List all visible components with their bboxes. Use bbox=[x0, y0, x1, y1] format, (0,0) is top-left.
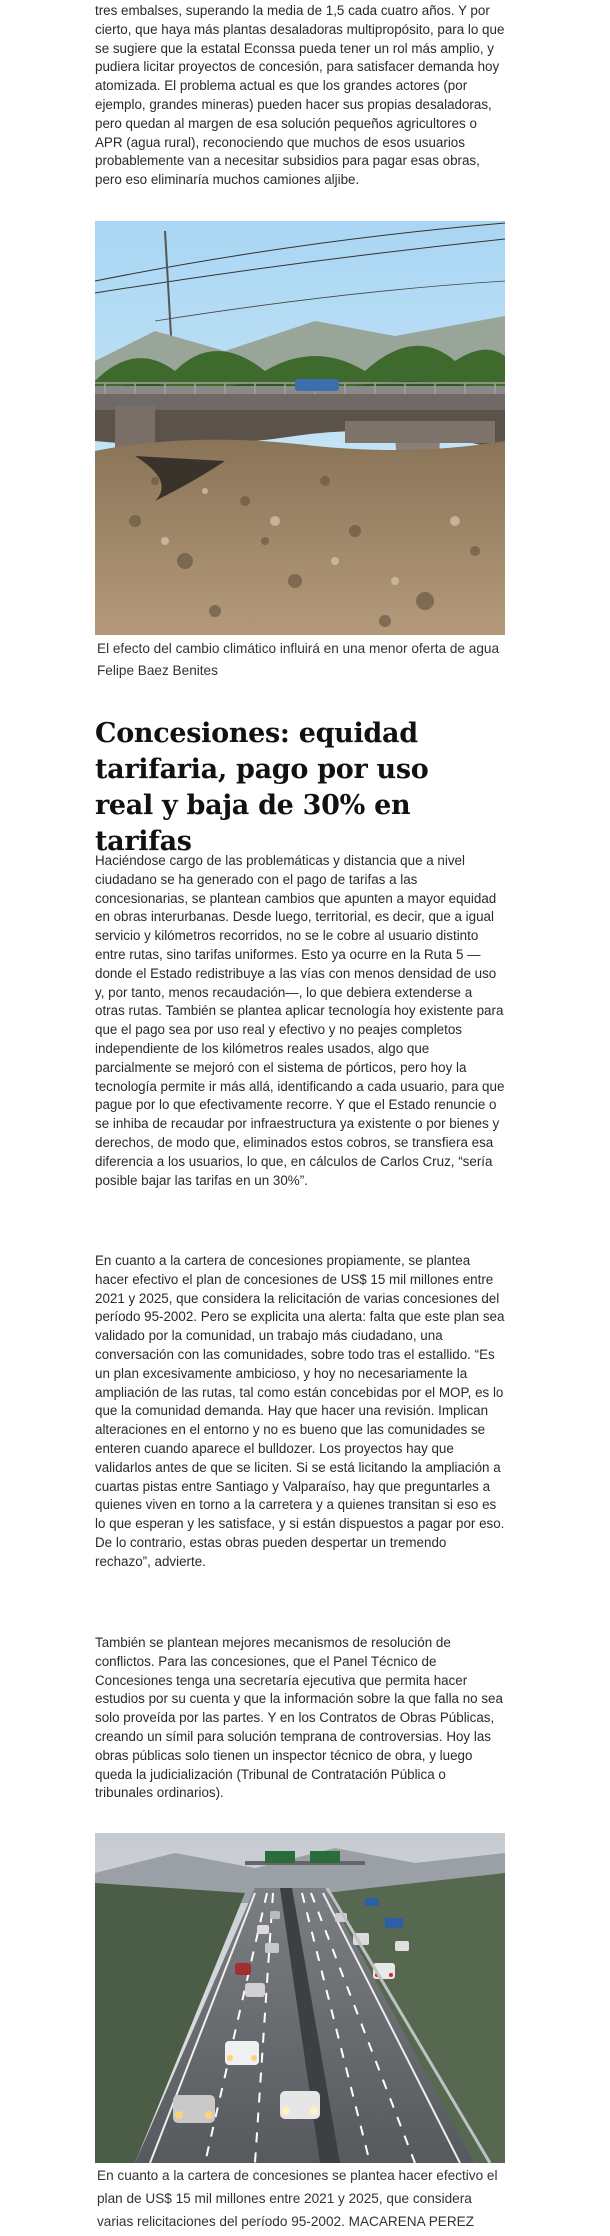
section-heading: Concesiones: equidad tarifaria, pago por uso real y baja de 30% en tarifas bbox=[95, 718, 429, 857]
body-paragraph: Haciéndose cargo de las problemáticas y distancia que a nivel ciudadano se ha generado con el pago de tarifas a las concesionarias, se plantean cambios que apunten a mayor equidad en obras interurbanas. Desde luego, territorial, es decir, que a igual servicio y kilómetros recorridos, no se le cobre al usuario distinto entre rutas, sino tarifas uniformes. Esto ya ocurre en la Ruta 5 —donde el Estado redistribuye a las vías con menos densidad de uso y, por tanto, menos recaudación—, lo que debiera extenderse a otras rutas. También se plantea aplicar tecnología hoy existente para que el pago sea por uso real y efectivo y no peajes completos independiente de los kilómetros reales usados, algo que parcialmente se mejoró con el sistema de pórticos, pero hoy la tecnología permite ir más allá, identificando a cada usuario, para que pague por lo que efectivamente recorre. Y que el Estado renuncie o se inhiba de recaudar por infraestructura ya existente o por bienes y derechos, de modo que, eliminados estos cobros, se transfiera esa diferencia a los usuarios, lo que, en cálculos de Carlos Cruz, “sería posible bajar las tarifas en un 30%”. bbox=[95, 853, 505, 1188]
paragraph-3-block bbox=[95, 1634, 505, 1803]
bridge-photo-image bbox=[95, 221, 505, 635]
intro-block bbox=[95, 2, 505, 190]
body-paragraph: También se plantean mejores mecanismos de resolución de conflictos. Para las concesiones, que el Panel Técnico de Concesiones tenga una secretaría ejecutiva que permita hacer estudios por su cuenta y que la información sobre la que falla no sea solo proveída por las partes. Y en los Contratos de Obras Públicas, creando un símil para solución temprana de controversias. Hoy las obras públicas solo tienen un inspector técnico de obra, y luego queda la judicialización (Tribunal de Contratación Pública o tribunales ordinarios). bbox=[95, 1635, 503, 1801]
figure2-caption: En cuanto a la cartera de concesiones se plantea hacer efectivo el plan de US$ 15 mil millones entre 2021 y 2025, que considera varias relicitaciones del período 95-2002. MACARENA PEREZ bbox=[97, 2168, 498, 2229]
figure-bridge-photo bbox=[95, 221, 505, 635]
figure1-caption: El efecto del cambio climático influirá en una menor oferta de agua Felipe Baez Benites bbox=[97, 641, 499, 678]
figure-highway-photo bbox=[95, 1833, 505, 2163]
intro-paragraph: tres embalses, superando la media de 1,5 cada cuatro años. Y por cierto, que haya más plantas desaladoras multipropósito, para lo que se sugiere que la estatal Econssa pueda tener un rol más amplio, y pudiera licitar proyectos de concesión, para satisfacer demanda hoy atomizada. El problema actual es que los grandes actores (por ejemplo, grandes mineras) pueden hacer sus propias desaladoras, pero quedan al margen de esa solución pequeños agricultores o APR (agua rural), reconociendo que muchos de esos usuarios probablemente van a necesitar subsidios para pagar esas obras, pero eso eliminaría muchos camiones aljibe. bbox=[95, 3, 505, 188]
body-paragraph: En cuanto a la cartera de concesiones propiamente, se plantea hacer efectivo el plan de concesiones de US$ 15 mil millones entre 2021 y 2025, que considera la relicitación de varias concesiones del período 95-2002. Pero se explicita una alerta: falta que este plan sea validado por la comunidad, un trabajo más ciudadano, una conversación con las comunidades, sobre todo tras el estallido. “Es un plan excesivamente ambicioso, y hoy no necesariamente la ampliación de las rutas, tal como están concebidas por el MOP, es lo que la comunidad demanda. Hay que hacer una revisión. Implican alteraciones en el entorno y no es bueno que las comunidades se enteren cuando aparece el bulldozer. Los proyectos hay que validarlos antes de que se liciten. Si se está licitando la ampliación a cuartas pistas entre Santiago y Valparaíso, hay que preguntarles a quienes viven en torno a la carretera y a quienes transitan si eso es lo que esperan y les satisface, y si están dispuestos a pagar por eso. De lo contrario, estas obras pueden despertar un tremendo rechazo”, advierte. bbox=[95, 1253, 505, 1569]
paragraph-1-block bbox=[95, 852, 505, 1190]
highway-photo-image bbox=[95, 1833, 505, 2163]
paragraph-2-block bbox=[95, 1252, 505, 1572]
